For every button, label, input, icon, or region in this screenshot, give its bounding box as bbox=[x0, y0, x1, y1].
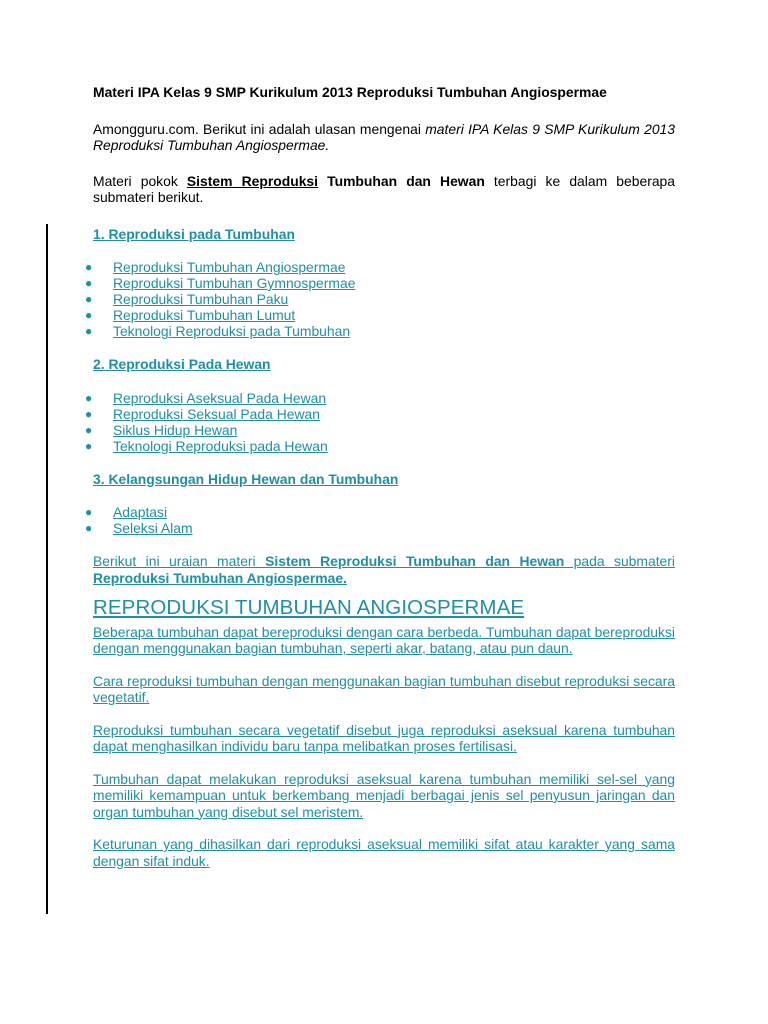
body-paragraph-2[interactable]: Cara reproduksi tumbuhan dengan menggunakan bagian tumbuhan disebut reproduksi secara vegetatif. bbox=[93, 672, 675, 705]
list-item[interactable] bbox=[85, 390, 667, 406]
list-item[interactable] bbox=[85, 323, 667, 339]
bullet-icon: ● bbox=[85, 308, 93, 322]
list-item[interactable] bbox=[85, 291, 667, 307]
document-title: Materi IPA Kelas 9 SMP Kurikulum 2013 Reproduksi Tumbuhan Angiospermae bbox=[93, 84, 607, 100]
list-link[interactable]: Reproduksi Seksual Pada Hewan bbox=[113, 405, 320, 422]
materi-text-2: terbagi ke dalam beberapa submateri berikut. bbox=[93, 172, 675, 205]
uraian-space bbox=[397, 553, 406, 569]
bullet-icon: ● bbox=[85, 422, 93, 437]
body-paragraph-5[interactable]: Keturunan yang dihasilkan dari reproduksi aseksual memiliki sifat atau karakter yang sama dengan sifat induk. bbox=[93, 836, 675, 869]
list-item[interactable] bbox=[85, 422, 667, 438]
list-item[interactable] bbox=[85, 259, 667, 275]
section-3-list bbox=[85, 504, 667, 536]
list-link[interactable]: Reproduksi Aseksual Pada Hewan bbox=[113, 389, 327, 406]
materi-bold: Tumbuhan dan Hewan bbox=[327, 172, 485, 189]
section-heading-3[interactable]: 3. Kelangsungan Hidup Hewan dan Tumbuhan bbox=[93, 470, 399, 487]
list-link[interactable]: Seleksi Alam bbox=[113, 520, 193, 536]
bullet-icon: ● bbox=[85, 390, 93, 405]
bullet-icon: ● bbox=[85, 505, 93, 519]
intro-prefix: Amongguru.com. Berikut ini adalah ulasan mengenai bbox=[93, 120, 426, 137]
bullet-icon: ● bbox=[85, 521, 93, 535]
bullet-icon: ● bbox=[85, 292, 93, 306]
list-item[interactable] bbox=[85, 275, 667, 291]
list-item[interactable] bbox=[85, 504, 667, 520]
section-2-list bbox=[85, 390, 667, 454]
uraian-bold-b: Sistem Reproduksi bbox=[265, 553, 397, 569]
list-link[interactable]: Reproduksi Tumbuhan Angiospermae bbox=[113, 259, 346, 275]
body-paragraph-3[interactable]: Reproduksi tumbuhan secara vegetatif disebut juga reproduksi aseksual karena tumbuhan dapat menghasilkan individu baru tanpa melibatkan proses fertilisasi. bbox=[93, 721, 675, 754]
list-link[interactable]: Reproduksi Tumbuhan Gymnospermae bbox=[113, 275, 356, 291]
list-item[interactable] bbox=[85, 307, 667, 323]
materi-text-1: Materi pokok bbox=[93, 172, 187, 189]
list-item[interactable] bbox=[85, 406, 667, 422]
bullet-icon: ● bbox=[85, 438, 93, 453]
uraian-bold-d: Tumbuhan dan Hewan bbox=[405, 553, 565, 569]
bullet-icon: ● bbox=[85, 324, 93, 338]
bullet-icon: ● bbox=[85, 260, 93, 274]
list-link[interactable]: Reproduksi Tumbuhan Lumut bbox=[113, 307, 296, 323]
materi-paragraph bbox=[93, 173, 675, 206]
bullet-icon: ● bbox=[85, 406, 93, 421]
intro-italic: materi IPA Kelas 9 SMP Kurikulum 2013 Reproduksi Tumbuhan Angiospermae. bbox=[93, 120, 675, 153]
list-link[interactable]: Teknologi Reproduksi pada Hewan bbox=[113, 437, 328, 454]
intro-paragraph bbox=[93, 121, 675, 154]
body-paragraph-4[interactable]: Tumbuhan dapat melakukan reproduksi aseksual karena tumbuhan memiliki sel-sel yang memiliki kemampuan untuk berkembang menjadi berbagai jenis sel penyusun jaringan dan organ tumbuhan yang disebut sel meristem. bbox=[93, 770, 675, 820]
list-link[interactable]: Adaptasi bbox=[113, 504, 168, 520]
uraian-paragraph[interactable] bbox=[93, 553, 675, 586]
section-1-list bbox=[85, 259, 667, 339]
sistem-reproduksi-link[interactable]: Sistem Reproduksi bbox=[186, 172, 319, 189]
list-link[interactable]: Reproduksi Tumbuhan Paku bbox=[113, 291, 289, 307]
body-paragraph-1[interactable]: Beberapa tumbuhan dapat bereproduksi dengan cara berbeda. Tumbuhan dapat bereproduksi dengan menggunakan bagian tumbuhan, seperti akar, batang, atau pun daun. bbox=[93, 623, 675, 656]
section-heading-2[interactable]: 2. Reproduksi Pada Hewan bbox=[93, 356, 271, 372]
uraian-bold-f: Reproduksi Tumbuhan Angiospermae. bbox=[93, 569, 347, 586]
list-item[interactable] bbox=[85, 438, 667, 454]
section-heading-1[interactable]: 1. Reproduksi pada Tumbuhan bbox=[93, 225, 295, 242]
list-link[interactable]: Siklus Hidup Hewan bbox=[113, 421, 238, 438]
margin-bar bbox=[46, 224, 48, 914]
main-heading[interactable]: REPRODUKSI TUMBUHAN ANGIOSPERMAE bbox=[93, 596, 525, 619]
document-page bbox=[85, 84, 675, 869]
list-link[interactable]: Teknologi Reproduksi pada Tumbuhan bbox=[113, 323, 351, 339]
uraian-text-a: Berikut ini uraian materi bbox=[93, 553, 266, 569]
list-item[interactable] bbox=[85, 520, 667, 536]
bullet-icon: ● bbox=[85, 276, 93, 290]
uraian-text-e: pada submateri bbox=[564, 553, 675, 569]
